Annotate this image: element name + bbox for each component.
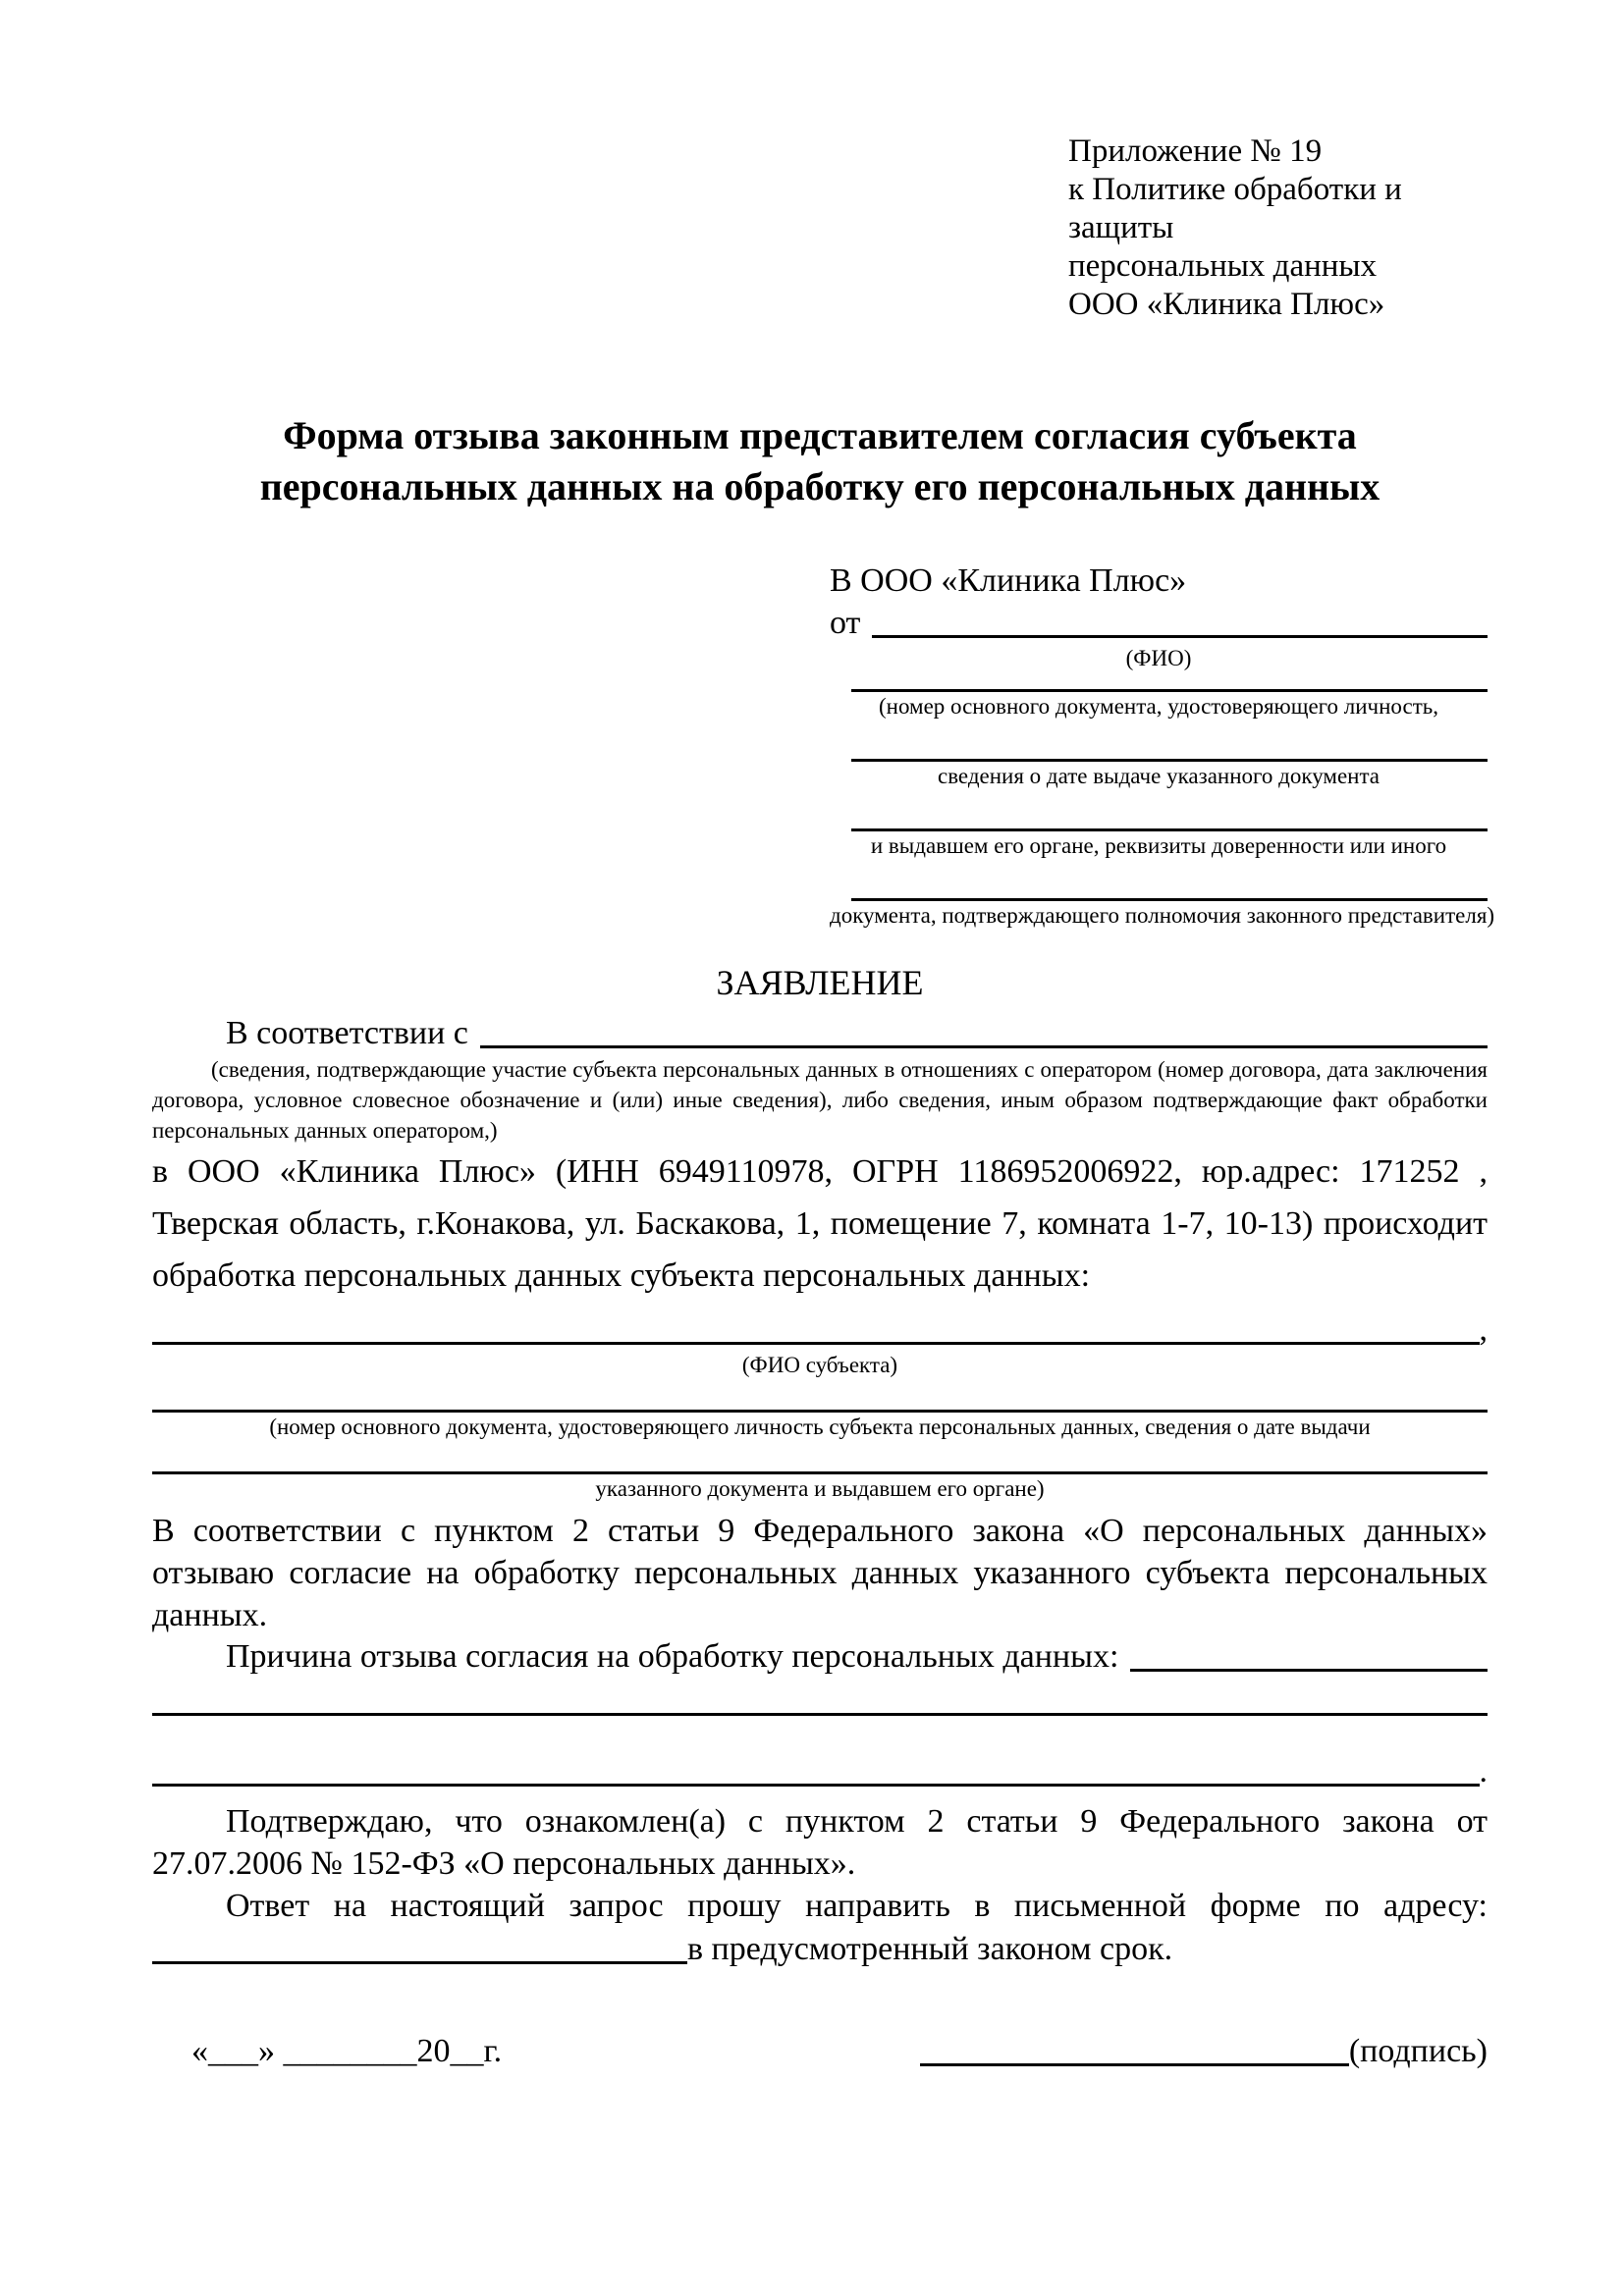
subject-doc-caption-1: (номер основного документа, удостоверяющего личность субъекта персональных данных, сведения о дате выдачи: [269, 1415, 1371, 1439]
from-label: от: [830, 605, 861, 641]
reply-request: Ответ на настоящий запрос прошу направить в письменной форме по адресу:: [226, 1888, 1488, 1924]
confirm-paragraph: Подтверждаю, что ознакомлен(а) с пунктом 2 статьи 9 Федерального закона от 27.07.2006 № 152-ФЗ «О персональных данных».: [152, 1803, 1488, 1882]
subject-line-comma: ,: [1479, 1311, 1488, 1348]
withdraw-paragraph: В соответствии с пунктом 2 статьи 9 Федерального закона «О персональных данных» отзываю согласие на обработку персональных данных указанного субъекта персональных данных.: [152, 1513, 1488, 1633]
reply-address-row: [152, 1929, 1488, 1970]
reason-row: [152, 1636, 1488, 1678]
doc-caption-3: и выдавшем его органе, реквизиты доверенности или иного: [870, 833, 1447, 858]
subject-doc-caption-2: указанного документа и выдавшем его органе): [595, 1476, 1045, 1501]
signature-block: [920, 2031, 1488, 2072]
reason-blank-line: [1130, 1669, 1488, 1672]
form-title: [152, 410, 1488, 512]
subject-fio-row: [152, 1309, 1488, 1351]
signature-blank-line: [920, 2063, 1349, 2066]
from-blank-line: [872, 635, 1488, 638]
appendix-header-line-3: персональных данных: [1068, 248, 1378, 284]
subject-fio-caption: (ФИО субъекта): [741, 1353, 898, 1377]
date-line: «___» ________20__г.: [191, 2033, 503, 2069]
doc-caption-1: (номер основного документа, удостоверяющего личность,: [878, 694, 1438, 719]
signature-caption: (подпись): [1348, 2033, 1488, 2069]
reply-suffix: в предусмотренный законом срок.: [687, 1931, 1173, 1967]
appendix-header-line-1: Приложение № 19: [1068, 133, 1323, 169]
appendix-header-line-4: ООО «Клиника Плюс»: [1068, 287, 1385, 322]
appendix-header-line-2: к Политике обработки и защиты: [1068, 172, 1402, 245]
doc-caption-4: документа, подтверждающего полномочия законного представителя): [830, 903, 1495, 928]
reason-extra-blank-line-1: [152, 1713, 1488, 1716]
form-title-line-2: персональных данных на обработку его персональных данных: [259, 464, 1380, 508]
period-after-blank: .: [1479, 1753, 1488, 1789]
reason-extra-blank-line-2: [152, 1784, 1480, 1787]
footer: [152, 2031, 1488, 2072]
intro-note: (сведения, подтверждающие участие субъекта персональных данных в отношениях с оператором (номер договора, дата заключения договора, условное словесное обозначение и (или) иные сведения), либо сведения, иным образом подтверждающие факт обработки персональных данных оператором,): [152, 1057, 1488, 1143]
reason-extra-row: [152, 1751, 1488, 1792]
statement-heading: ЗАЯВЛЕНИЕ: [716, 963, 924, 1002]
addressee-organization: В ООО «Клиника Плюс»: [830, 562, 1187, 599]
subject-fio-blank-line: [152, 1342, 1480, 1345]
intro-blank-line: [480, 1045, 1488, 1048]
operator-paragraph: в ООО «Клиника Плюс» (ИНН 6949110978, ОГРН 1186952006922, юр.адрес: 171252 , Тверская область, г.Конакова, ул. Баскакова, 1, помещение 7, комната 1-7, 10-13) происходит обработка персональных данных субъекта персональных данных:: [152, 1153, 1488, 1294]
intro-prefix: В соответствии с: [226, 1015, 468, 1051]
appendix-header: [1068, 133, 1488, 324]
intro-row: [152, 1013, 1488, 1054]
reply-address-blank-line: [152, 1961, 687, 1964]
doc-caption-2: сведения о дате выдаче указанного документа: [937, 764, 1380, 788]
addressee-block: [830, 560, 1495, 931]
form-title-line-1: Форма отзыва законным представителем согласия субъекта: [283, 413, 1357, 457]
reason-prefix: Причина отзыва согласия на обработку персональных данных:: [226, 1638, 1119, 1675]
fio-caption: (ФИО): [1125, 646, 1192, 670]
